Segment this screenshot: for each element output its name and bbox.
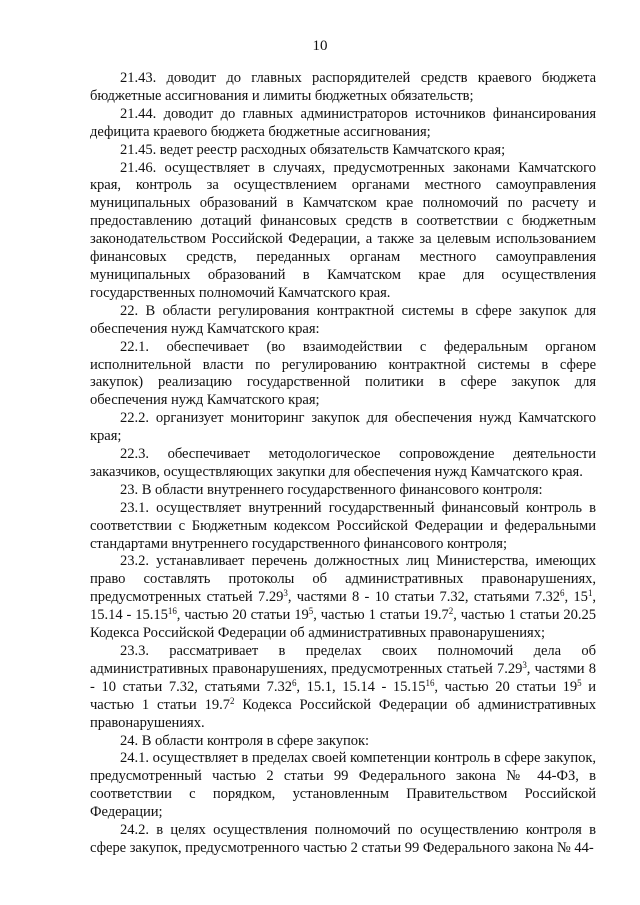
paragraph bbox=[90, 410, 596, 446]
text-run: 22. В области регулирования контрактной системы в сфере закупок для обеспечения нужд Камчатского края: bbox=[90, 302, 596, 337]
superscript: 3 bbox=[283, 588, 288, 599]
text-run: , частью 20 статьи 19 bbox=[434, 678, 578, 695]
paragraph bbox=[90, 339, 596, 411]
text-run: 23. В области внутреннего государственного финансового контроля: bbox=[120, 481, 543, 498]
text-run: , частью 1 статьи 19.7 bbox=[313, 607, 449, 624]
paragraph bbox=[90, 142, 596, 160]
paragraph bbox=[90, 106, 596, 142]
text-run: , частью 20 статьи 19 bbox=[176, 607, 309, 624]
text-run: 24. В области контроля в сфере закупок: bbox=[120, 732, 370, 749]
paragraph bbox=[90, 750, 596, 822]
paragraph bbox=[90, 500, 596, 554]
superscript: 2 bbox=[229, 695, 235, 706]
superscript: 2 bbox=[448, 606, 454, 617]
text-run: 21.45. ведет реестр расходных обязательств Камчатского края; bbox=[120, 141, 506, 158]
text-run: 22.1. обеспечивает (во взаимодействии с федеральным органом исполнительной власти по регулированию контрактной системы в сфере закупок) реализацию государственной политики в сфере закупок для обеспечения нужд Камчатского края; bbox=[90, 338, 596, 409]
paragraph bbox=[90, 446, 596, 482]
superscript: 6 bbox=[291, 677, 297, 688]
paragraph bbox=[90, 733, 596, 751]
superscript: 16 bbox=[425, 677, 435, 688]
paragraph bbox=[90, 303, 596, 339]
paragraph bbox=[90, 643, 596, 733]
text-run: 21.43. доводит до главных распорядителей средств краевого бюджета бюджетные ассигнования и лимиты бюджетных обязательств; bbox=[90, 70, 596, 104]
text-run: , частями 8 - 10 статьи 7.32, статьями 7.32 bbox=[287, 589, 561, 606]
text-run: 22.2. организует мониторинг закупок для обеспечения нужд Камчатского края; bbox=[90, 410, 596, 445]
text-run: 24.1. осуществляет в пределах своей компетенции контроль в сфере закупок, предусмотренный частью 2 статьи 99 Федерального закона № 44-ФЗ, в соответствии с порядком, установленным Правительством Российской Федерации; bbox=[90, 750, 596, 821]
text-run: 23.2. устанавливает перечень должностных лиц Министерства, имеющих право составлять протоколы об административных правонарушениях, предусмотренных статьей 7.29 bbox=[90, 553, 596, 606]
text-run: 21.44. доводит до главных администраторов источников финансирования дефицита краевого бюджета бюджетные ассигнования; bbox=[90, 105, 596, 140]
text-run: , 15 bbox=[564, 589, 588, 606]
text-run: , 15.1, 15.14 - 15.15 bbox=[296, 678, 426, 695]
paragraph bbox=[90, 70, 596, 106]
text-run: Кодекса Российской Федерации об административных правонарушениях. bbox=[90, 696, 596, 731]
text-run: 21.46. осуществляет в случаях, предусмотренных законами Камчатского края, контроль за осуществлением органами местного самоуправления муниципальных образований в Камчатском крае полномочий по расчету и предоставлению дотаций финансовых средств в соответствии с бюджетным законодательством Российской Федерации, а также за целевым использованием финансовых средств, переданных органам местного самоуправления муниципальных образований в Камчатском крае для осуществления государственных полномочий Камчатского края. bbox=[90, 159, 596, 301]
paragraph bbox=[90, 160, 596, 303]
text-run: 23.3. рассматривает в пределах своих полномочий дела об административных правонарушениях, предусмотренных статьей 7.29 bbox=[90, 643, 596, 677]
paragraph bbox=[90, 553, 596, 643]
document-body bbox=[90, 70, 596, 858]
superscript: 5 bbox=[577, 677, 582, 688]
text-run: , частями 8 - 10 статьи 7.32, статьями 7.32 bbox=[90, 660, 596, 695]
text-run: и частью 1 статьи 19.7 bbox=[90, 678, 597, 713]
text-run: 23.1. осуществляет внутренний государственный финансовый контроль в соответствии с Бюджетным кодексом Российской Федерации и федеральными стандартами внутреннего государственного финансового контроля; bbox=[90, 499, 596, 552]
text-run: 22.3. обеспечивает методологическое сопровождение деятельности заказчиков, осуществляющих закупки для обеспечения нужд Камчатского края. bbox=[90, 446, 596, 480]
paragraph bbox=[90, 822, 596, 858]
superscript: 3 bbox=[522, 659, 527, 670]
text-run: , частью 1 статьи 20.25 Кодекса Российской Федерации об административных правонарушениях; bbox=[90, 607, 597, 642]
superscript: 16 bbox=[167, 606, 177, 617]
text-run: 24.2. в целях осуществления полномочий по осуществлению контроля в сфере закупок, предусмотренного частью 2 статьи 99 Федерального закона № 44- bbox=[90, 822, 596, 856]
page-number: 10 bbox=[312, 38, 328, 54]
paragraph bbox=[90, 482, 596, 500]
superscript: 1 bbox=[587, 588, 593, 599]
superscript: 5 bbox=[308, 606, 314, 617]
superscript: 6 bbox=[560, 588, 565, 599]
text-run: , 15.14 - 15.15 bbox=[90, 589, 596, 624]
